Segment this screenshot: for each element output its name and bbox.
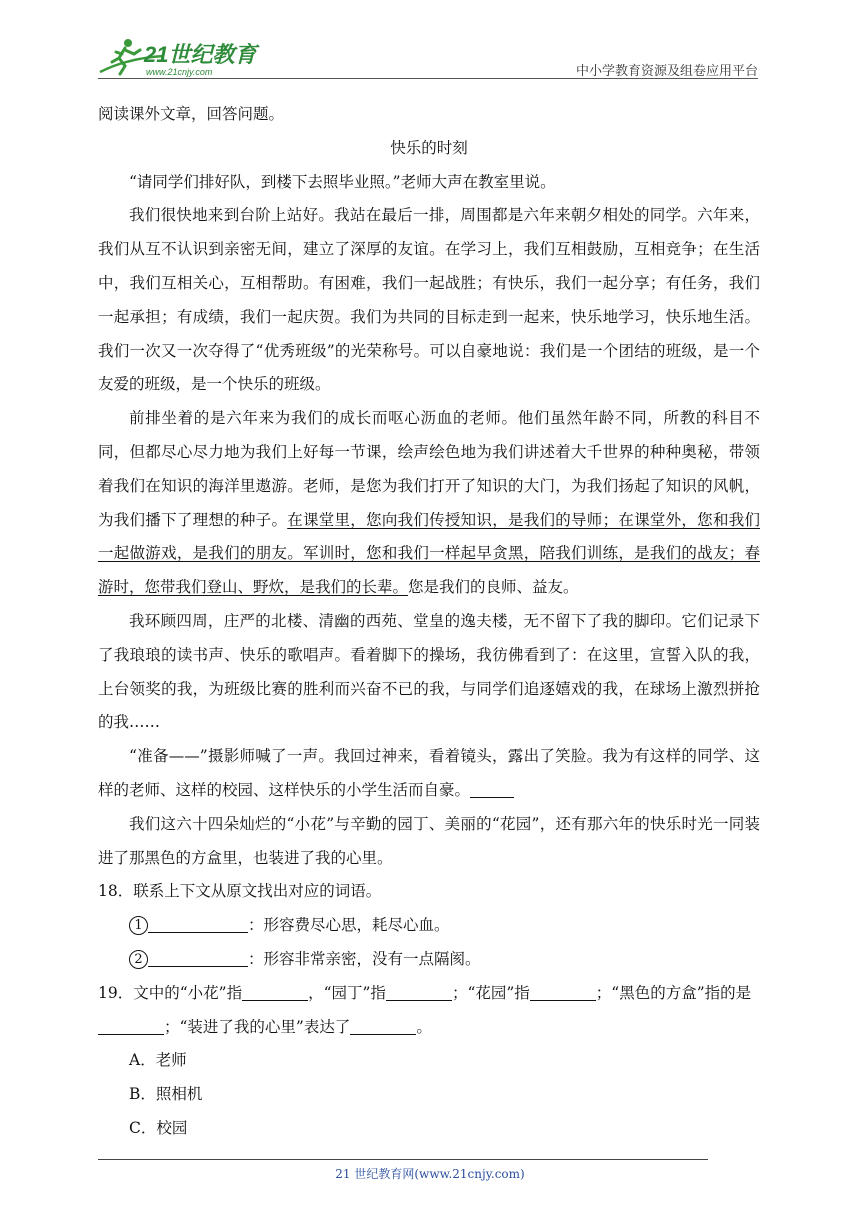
q19-text-6: 。	[416, 1017, 432, 1036]
article-paragraph-1: “请同学们排好队，到楼下去照毕业照。”老师大声在教室里说。	[129, 172, 556, 191]
circled-number-2: 2	[129, 950, 148, 969]
paragraph-3-ending: 您是我们的良师、益友。	[408, 578, 579, 597]
option-a[interactable]: A．老师	[129, 1051, 187, 1070]
question-18-item-2	[98, 943, 760, 977]
article-paragraph-5	[98, 740, 760, 808]
page-footer[interactable]: 21 世纪教育网(www.21cnjy.com)	[335, 1167, 525, 1181]
answer-blank[interactable]	[98, 1018, 164, 1035]
q19-text-1: 19．文中的“小花”指	[98, 983, 243, 1002]
paragraph-3-intro: 前排坐着的是六年来为我们的成长而呕心沥血的老师。他们虽然年龄不同，所教的科目不同，但都尽心尽力地为我们上好每一节课，绘声绘色地为我们讲述着大千世界的种种奥秘，带领着我们在知识的海洋里遨游。老师，是您为我们打开了知识的大门，为我们扬起了知识的风帆，为我们播下了理想的种子。	[98, 409, 760, 529]
platform-name: 中小学教育资源及组卷应用平台	[575, 64, 758, 79]
article-paragraph-4: 我环顾四周，庄严的北楼、清幽的西苑、堂皇的逸夫楼，无不留下了我的脚印。它们记录下了我琅琅的读书声、快乐的歌唱声。看着脚下的操场，我彷佛看到了：在这里，宣誓入队的我，上台领奖的我，为班级比赛的胜利而兴奋不已的我，与同学们追逐嬉戏的我，在球场上激烈拼抢的我……	[98, 611, 760, 732]
q19-text-5: ；“装进了我的心里”表达了	[164, 1017, 351, 1036]
answer-blank[interactable]	[242, 984, 308, 1001]
footer-divider	[98, 1159, 708, 1160]
runner-logo-icon	[98, 36, 268, 78]
article-paragraph-3	[98, 402, 760, 605]
question-19-stem	[98, 977, 760, 1045]
answer-blank[interactable]	[530, 984, 596, 1001]
item-2-definition: ：形容非常亲密，没有一点隔阂。	[248, 949, 481, 968]
article-paragraph-2: 我们很快地来到台阶上站好。我站在最后一排，周围都是六年来朝夕相处的同学。六年来，我们从互不认识到亲密无间，建立了深厚的友谊。在学习上，我们互相鼓励，互相竞争；在生活中，我们互相关心，互相帮助。有困难，我们一起战胜；有快乐，我们一起分享；有任务，我们一起承担；有成绩，我们一起庆贺。我们为共同的目标走到一起来，快乐地学习，快乐地生活。我们一次又一次夺得了“优秀班级”的光荣称号。可以自豪地说：我们是一个团结的班级，是一个友爱的班级，是一个快乐的班级。	[98, 206, 760, 394]
q19-text-2: ，“园丁”指	[308, 983, 386, 1002]
answer-blank[interactable]	[350, 1018, 416, 1035]
page-header	[98, 30, 758, 78]
item-1-definition: ：形容费尽心思，耗尽心血。	[248, 916, 450, 935]
answer-blank[interactable]	[386, 984, 452, 1001]
logo-wordmark: 21世纪教育	[144, 42, 257, 67]
circled-number-1: 1	[129, 916, 148, 935]
option-c[interactable]: C．校园	[129, 1118, 188, 1137]
answer-blank[interactable]	[148, 917, 248, 934]
site-logo	[98, 36, 268, 78]
answer-blank[interactable]	[470, 781, 514, 798]
reading-instruction: 阅读课外文章，回答问题。	[98, 105, 285, 123]
q19-text-3: ；“花园”指	[451, 983, 530, 1002]
q19-text-4: ；“黑色的方盒”指的是	[595, 983, 752, 1002]
underlined-passage: 在课堂里，您向我们传授知识，是我们的导师；在课堂外，您和我们一起做游戏，是我们的朋友。军训时，您和我们一样起早贪黑，陪我们训练，是我们的战友；春游时，您带我们登山、野炊，是我们的长辈。	[98, 510, 760, 597]
paragraph-5-text: “准备——”摄影师喊了一声。我回过神来，看着镜头，露出了笑脸。我为有这样的同学、这样的老师、这样的校园、这样快乐的小学生活而自豪。	[98, 747, 760, 799]
option-b[interactable]: B．照相机	[129, 1085, 203, 1104]
header-divider	[98, 78, 758, 79]
question-18-stem: 18．联系上下文从原文找出对应的词语。	[98, 882, 382, 901]
logo-url: www.21cnjy.com	[146, 67, 213, 77]
question-18-item-1	[98, 909, 760, 943]
answer-blank[interactable]	[148, 950, 248, 967]
document-body	[98, 98, 760, 1146]
article-paragraph-6: 我们这六十四朵灿烂的“小花”与辛勤的园丁、美丽的“花园”，还有那六年的快乐时光一同装进了那黑色的方盒里，也装进了我的心里。	[98, 814, 760, 867]
article-title: 快乐的时刻	[390, 138, 468, 157]
